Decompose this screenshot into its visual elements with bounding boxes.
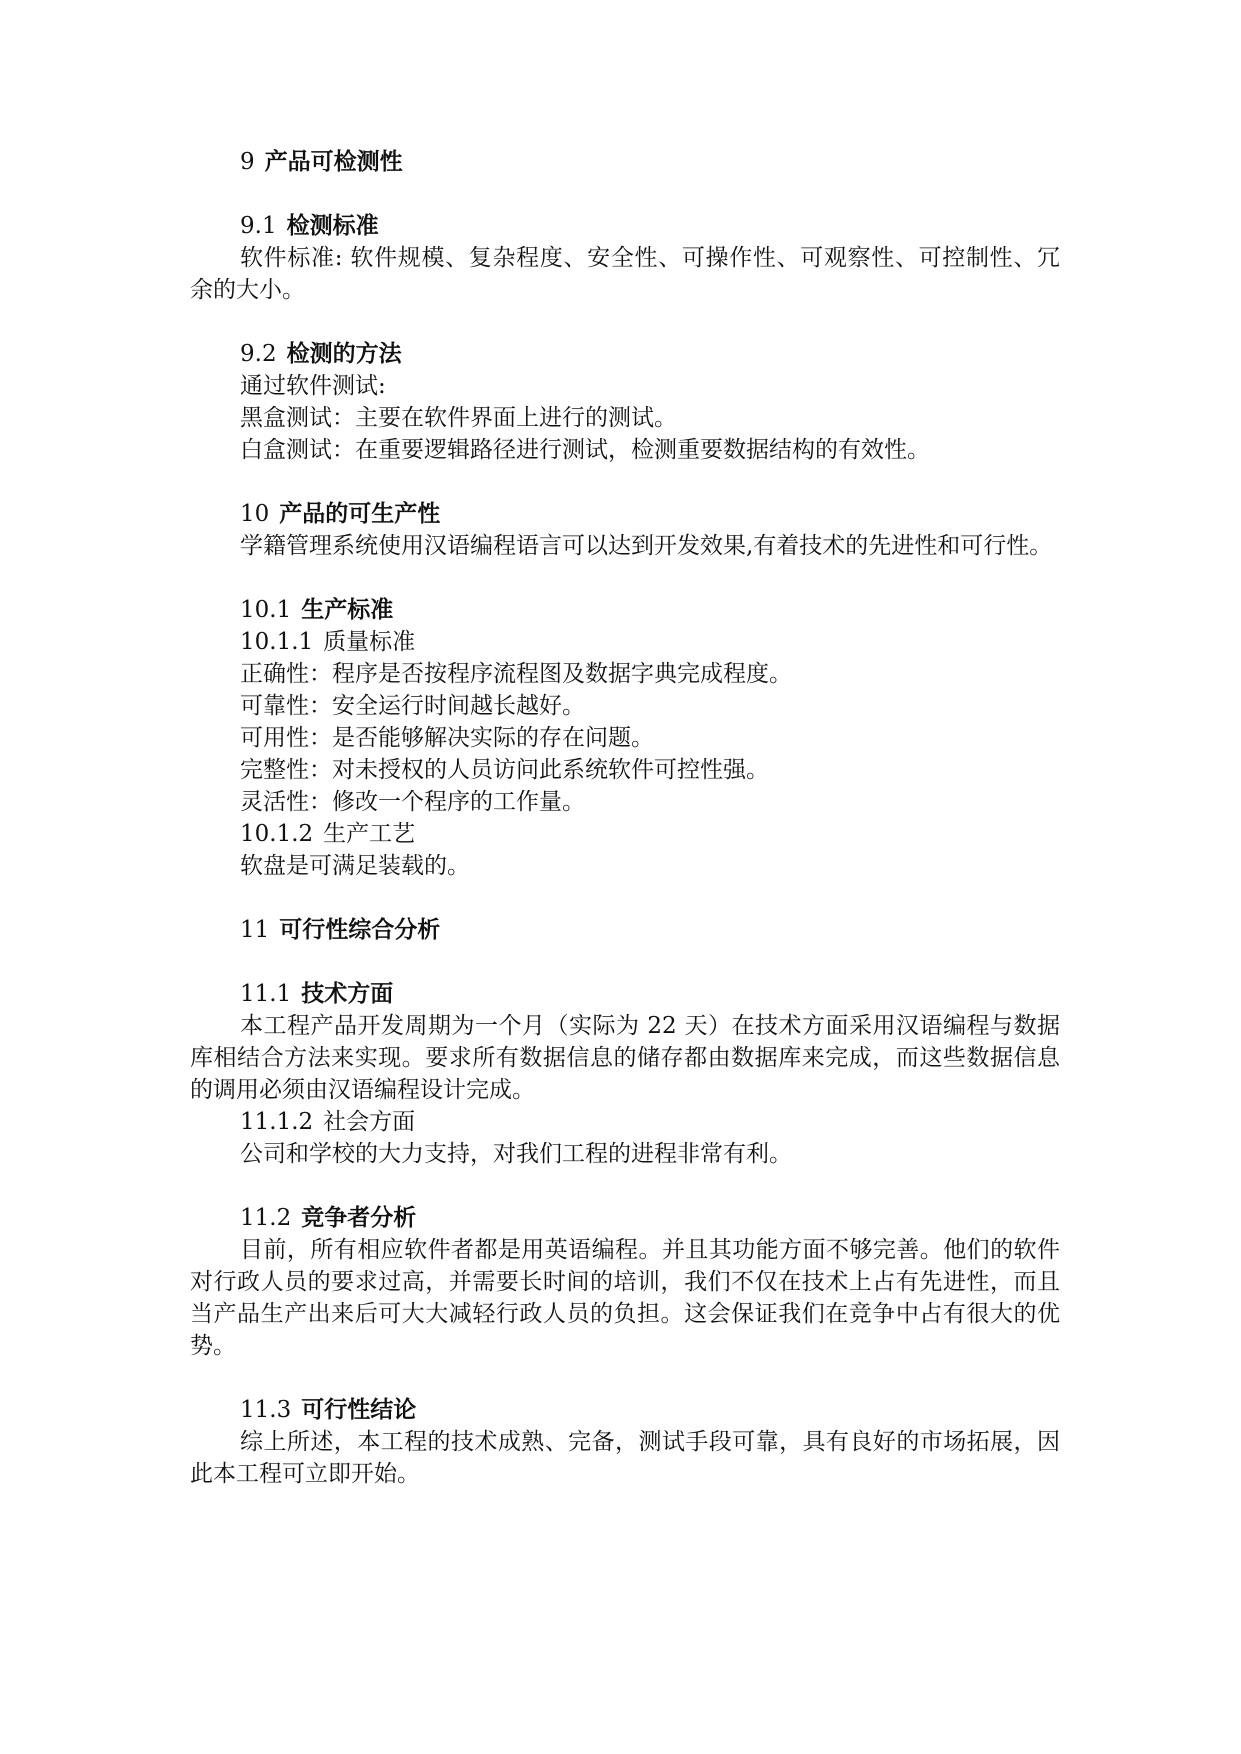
paragraph-line: 灵活性：修改一个程序的工作量。 [240, 789, 585, 815]
heading-11: 11 可行性综合分析 [240, 917, 441, 943]
document-body [190, 146, 1060, 1490]
paragraph-11-1-2: 公司和学校的大力支持，对我们工程的进程非常有利。 [240, 1141, 792, 1167]
heading-11-2: 11.2 竞争者分析 [240, 1205, 417, 1231]
paragraph-9-1: 软件标准: 软件规模、复杂程度、安全性、可操作性、可观察性、可控制性、冗余的大小。 [190, 245, 1060, 303]
paragraph-line: 黑盒测试：主要在软件界面上进行的测试。 [240, 405, 677, 431]
subheading-11-1-2: 11.1.2 社会方面 [240, 1109, 416, 1135]
heading-11-3: 11.3 可行性结论 [240, 1397, 417, 1423]
paragraph-line: 可靠性：安全运行时间越长越好。 [240, 693, 585, 719]
paragraph-11-3: 综上所述，本工程的技术成熟、完备，测试手段可靠，具有良好的市场拓展，因此本工程可立即开始。 [190, 1429, 1060, 1487]
paragraph-line: 可用性：是否能够解决实际的存在问题。 [240, 725, 654, 751]
heading-10: 10 产品的可生产性 [240, 501, 441, 527]
heading-9: 9 产品可检测性 [240, 149, 403, 175]
paragraph-line: 通过软件测试: [240, 373, 386, 399]
paragraph-10-1-2: 软盘是可满足装载的。 [240, 853, 470, 879]
paragraph-11-2: 目前，所有相应软件者都是用英语编程。并且其功能方面不够完善。他们的软件对行政人员的要求过高，并需要长时间的培训，我们不仅在技术上占有先进性，而且当产品生产出来后可大大减轻行政人员的负担。这会保证我们在竞争中占有很大的优势。 [190, 1237, 1060, 1359]
paragraph-line: 完整性：对未授权的人员访问此系统软件可控性强。 [240, 757, 769, 783]
subheading-10-1-1: 10.1.1 质量标准 [240, 629, 416, 655]
paragraph-10: 学籍管理系统使用汉语编程语言可以达到开发效果,有着技术的先进性和可行性。 [240, 533, 1053, 559]
paragraph-line: 白盒测试：在重要逻辑路径进行测试，检测重要数据结构的有效性。 [240, 437, 930, 463]
heading-11-1: 11.1 技术方面 [240, 981, 394, 1007]
heading-9-1: 9.1 检测标准 [240, 213, 379, 239]
paragraph-11-1: 本工程产品开发周期为一个月（实际为 22 天）在技术方面采用汉语编程与数据库相结合方法来实现。要求所有数据信息的储存都由数据库来完成，而这些数据信息的调用必须由汉语编程设计完成。 [190, 1013, 1060, 1103]
heading-9-2: 9.2 检测的方法 [240, 341, 402, 367]
paragraph-line: 正确性：程序是否按程序流程图及数据字典完成程度。 [240, 661, 792, 687]
heading-10-1: 10.1 生产标准 [240, 597, 394, 623]
subheading-10-1-2: 10.1.2 生产工艺 [240, 821, 416, 847]
